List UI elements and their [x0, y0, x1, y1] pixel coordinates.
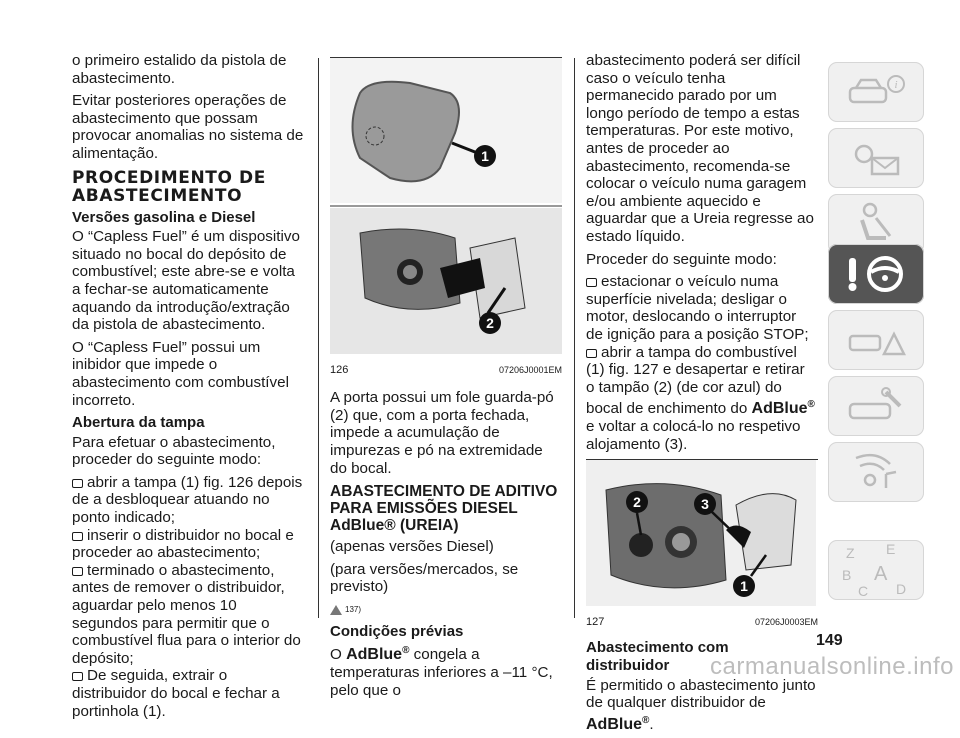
bullet-item: estacionar o veículo numa superfície nivelada; desligar o motor, deslocando o interruptor de ignição para a posição STOP;: [586, 273, 809, 343]
bullet-icon: [72, 672, 83, 681]
fuel-door-illustration: [330, 58, 562, 354]
svg-text:1: 1: [481, 148, 489, 164]
paragraph: Proceder do seguinte modo:: [586, 250, 777, 268]
figure-127: [586, 459, 818, 631]
figure-caption: 127 07206J0003EM: [586, 615, 818, 628]
paragraph: O “Capless Fuel” possui um inibidor que impede o abastecimento com combustível incorreto.: [72, 338, 289, 409]
chapter-tab-car-info[interactable]: [828, 62, 924, 122]
seat-safety-icon: [846, 202, 906, 246]
paragraph: Para efetuar o abastecimento, proceder do seguinte modo:: [72, 433, 276, 469]
car-info-icon: [846, 72, 906, 112]
column-divider: [318, 58, 319, 618]
multimedia-icon: [846, 452, 906, 492]
chapter-tab-warning-lights[interactable]: [828, 128, 924, 188]
bullet-item: terminado o abastecimento, antes de remover o distribuidor, aguardar pelo menos 10 segundos para permitir que o combustível flua para o interior do depósito;: [72, 561, 301, 667]
bullet-item: abrir a tampa (1) fig. 126 depois de a desbloquear atuando no ponto indicado;: [72, 473, 303, 527]
paragraph: O “Capless Fuel” é um dispositivo situado no bocal do depósito de combustível; este abre-se e volta a fechar-se automaticamente aquando da introdução/extração da pistola de abastecimento.: [72, 228, 300, 334]
svg-text:B: B: [842, 567, 852, 583]
svg-text:i: i: [894, 79, 898, 91]
chapter-tab-multimedia[interactable]: [828, 442, 924, 502]
svg-text:E: E: [886, 541, 896, 557]
figure-126: [330, 57, 562, 379]
bullet-icon: [72, 479, 83, 488]
column-left: [72, 52, 304, 720]
figure-caption: 126 07206J0001EM: [330, 363, 562, 376]
paragraph: O AdBlue® congela a temperaturas inferiores a –11 °C, pelo que o: [330, 645, 553, 699]
bullet-item: inserir o distribuidor no bocal e proceder ao abastecimento;: [72, 526, 294, 562]
svg-text:3: 3: [701, 496, 709, 513]
column-right: [586, 52, 816, 738]
maintenance-icon: [846, 386, 906, 426]
svg-text:C: C: [858, 583, 869, 599]
bullet-icon: [586, 349, 597, 358]
adblue-filler-illustration: [586, 460, 816, 606]
page-number: 149: [816, 632, 843, 649]
svg-text:1: 1: [740, 578, 748, 595]
watermark: carmanualsonline.info: [710, 653, 954, 680]
svg-text:Z: Z: [846, 545, 855, 561]
warning-reference: 137): [330, 601, 562, 619]
paragraph: abastecimento poderá ser difícil caso o veículo tenha permanecido parado por um longo período de tempo a estas temperaturas. Por este motivo, antes de proceder ao abastecimento, recomenda-se colocar o veículo numa garagem e/ou ambiente aquecido e aguardar que a Ureia regresse ao estado líquido.: [586, 52, 814, 245]
section-heading: PROCEDIMENTO DE ABASTECIMENTO: [72, 167, 266, 206]
paragraph: o primeiro estalido da pistola de abastecimento.: [72, 52, 287, 87]
paragraph: É permitido o abastecimento junto de qualquer distribuidor de AdBlue®.: [586, 676, 816, 733]
svg-text:2: 2: [633, 494, 641, 511]
subsection-heading: Abastecimento com distribuidor: [586, 639, 729, 674]
warning-icon: [330, 605, 342, 615]
column-middle: [330, 57, 562, 704]
chapter-tab-emergency[interactable]: [828, 310, 924, 370]
bullet-icon: [72, 532, 83, 541]
bullet-item: De seguida, extrair o distribuidor do bocal e fechar a portinhola (1).: [72, 667, 280, 720]
svg-text:A: A: [874, 563, 888, 585]
paragraph: A porta possui um fole guarda-pó (2) que, com a porta fechada, impede a acumulação de impurezas e pó na extremidade do bocal.: [330, 389, 554, 477]
bullet-item: abrir a tampa do combustível (1) fig. 127 e desapertar e retirar o tampão (2) (de cor azul) do bocal de enchimento do AdBlue® e voltar a colocá-lo no respetivo alojamento (3).: [586, 343, 815, 453]
bullet-icon: [72, 567, 83, 576]
warning-lights-icon: [846, 138, 906, 178]
section-heading: ABASTECIMENTO DE ADITIVO PARA EMISSÕES DIESEL AdBlue® (UREIA): [330, 483, 558, 535]
emergency-icon: [846, 320, 906, 360]
column-divider: [574, 58, 575, 618]
paragraph: (apenas versões Diesel): [330, 538, 494, 556]
bullet-icon: [586, 278, 597, 287]
index-icon: [836, 540, 916, 600]
chapter-tab-starting-driving[interactable]: [828, 244, 924, 304]
subsection-heading: Versões gasolina e Diesel: [72, 208, 256, 226]
steering-key-icon: [841, 252, 911, 296]
subsection-heading: Abertura da tampa: [72, 414, 205, 432]
chapter-tab-maintenance[interactable]: [828, 376, 924, 436]
subsection-heading: Condições prévias: [330, 622, 464, 640]
svg-text:D: D: [896, 581, 907, 597]
chapter-tab-index[interactable]: [828, 540, 924, 600]
paragraph: (para versões/mercados, se previsto): [330, 560, 519, 596]
svg-text:2: 2: [486, 315, 494, 331]
paragraph: Evitar posteriores operações de abastecimento que possam provocar anomalias no sistema de alimentação.: [72, 92, 304, 162]
